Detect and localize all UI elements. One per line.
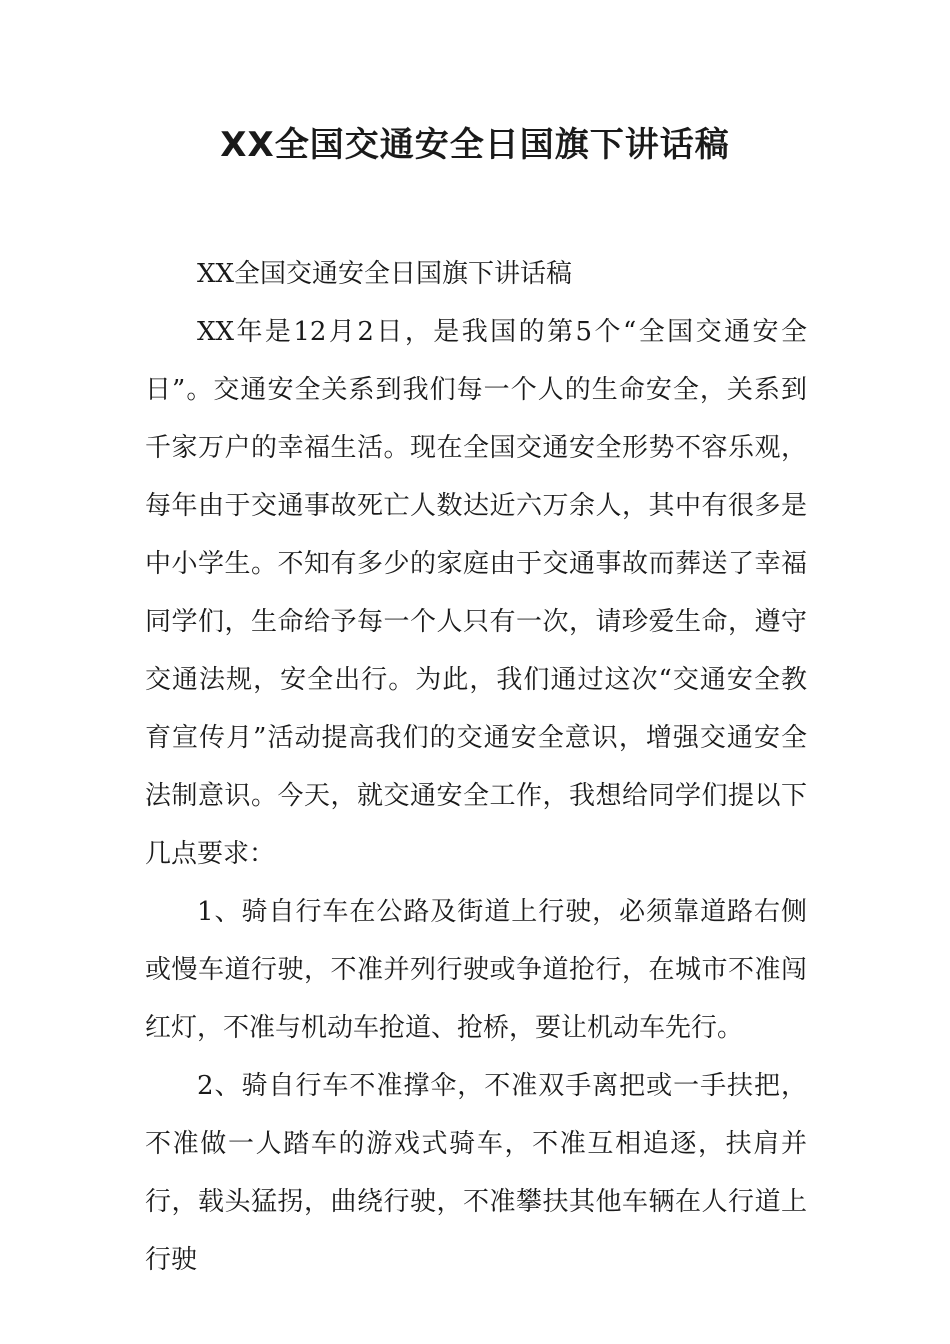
paragraph-intro: XX年是12月2日，是我国的第5个“全国交通安全日”。交通安全关系到我们每一个人的生命安全，关系到千家万户的幸福生活。现在全国交通安全形势不容乐观，每年由于交通事故死亡人数达近六万余人，其中有很多是中小学生。不知有多少的家庭由于交通事故而葬送了幸福同学们，生命给予每一个人只有一次，请珍爱生命，遵守交通法规，安全出行。为此，我们通过这次“交通安全教育宣传月”活动提高我们的交通安全意识，增强交通安全法制意识。今天，就交通安全工作，我想给同学们提以下几点要求： [145, 317, 807, 869]
paragraph-rule-1: 1、骑自行车在公路及街道上行驶，必须靠道路右侧或慢车道行驶，不准并列行驶或争道抢行，在城市不准闯红灯，不准与机动车抢道、抢桥，要让机动车先行。 [145, 897, 807, 1043]
paragraph-rule-2: 2、骑自行车不准撑伞，不准双手离把或一手扶把，不准做一人踏车的游戏式骑车，不准互相追逐，扶肩并行，载头猛拐，曲绕行驶，不准攀扶其他车辆在人行道上行驶 [145, 1071, 807, 1275]
document-body [145, 245, 807, 1289]
document-title: XX全国交通安全日国旗下讲话稿 [220, 125, 730, 165]
paragraph-subtitle: XX全国交通安全日国旗下讲话稿 [197, 259, 573, 289]
